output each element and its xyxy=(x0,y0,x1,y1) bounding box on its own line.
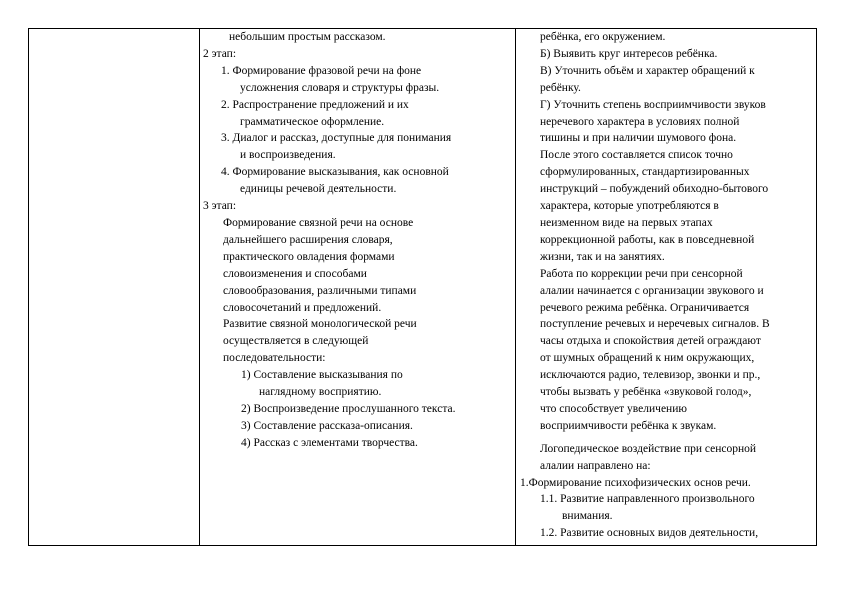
middle-text-line: Формирование связной речи на основе xyxy=(223,216,414,229)
right-text-line: характера, которые употребляются в xyxy=(540,200,719,213)
middle-text-line: 2. Распространение предложений и их xyxy=(221,98,409,111)
right-text-line: Б) Выявить круг интересов ребёнка. xyxy=(540,47,718,60)
middle-text-line: Развитие связной монологической речи xyxy=(223,318,417,331)
middle-text-line: 3 этап: xyxy=(203,200,237,213)
middle-text-line: последовательности: xyxy=(223,352,326,365)
right-text-line: что способствует увеличению xyxy=(540,402,687,415)
middle-text-line: 3. Диалог и рассказ, доступные для понимания xyxy=(221,132,452,145)
middle-text-line: единицы речевой деятельности. xyxy=(240,183,397,196)
right-text-line: жизни, так и на занятиях. xyxy=(540,250,665,263)
right-text-line: Г) Уточнить степень восприимчивости звуков xyxy=(540,98,766,111)
right-text-line: неречевого характера в условиях полной xyxy=(540,115,740,128)
right-text-line: тишины и при наличии шумового фона. xyxy=(540,132,737,145)
speech-correction-column xyxy=(518,29,816,545)
middle-text-line: 4. Формирование высказывания, как основной xyxy=(221,166,449,179)
right-text-line: Работа по коррекции речи при сенсорной xyxy=(540,267,743,280)
middle-text-line: осуществляется в следующей xyxy=(223,335,369,348)
middle-text-line: словоизменения и способами xyxy=(223,267,367,280)
right-text-line: часы отдыха и спокойствия детей ограждают xyxy=(540,335,761,348)
right-text-line: алалии направлено на: xyxy=(540,459,651,472)
middle-text-line: словообразования, различными типами xyxy=(223,284,417,297)
middle-text-line: усложнения словаря и структуры фразы. xyxy=(240,81,440,94)
middle-text-line: словосочетаний и предложений. xyxy=(223,301,382,314)
middle-text-line: 2) Воспроизведение прослушанного текста. xyxy=(241,402,456,415)
middle-text-line: 1. Формирование фразовой речи на фоне xyxy=(221,64,422,77)
column-divider-left xyxy=(199,29,200,545)
right-text-line: Логопедическое воздействие при сенсорной xyxy=(540,442,757,455)
right-text-line: коррекционной работы, как в повседневной xyxy=(540,233,755,246)
middle-text-line: 4) Рассказ с элементами творчества. xyxy=(241,436,418,449)
middle-text-line: небольшим простым рассказом. xyxy=(229,31,386,43)
right-text-line: чтобы вызвать у ребёнка «звуковой голод», xyxy=(540,386,752,399)
middle-text-line: грамматическое оформление. xyxy=(240,115,385,128)
right-text-line: ребёнку. xyxy=(540,81,581,94)
middle-text-line: 2 этап: xyxy=(203,47,237,60)
right-text-line: речевого режима ребёнка. Ограничивается xyxy=(540,301,750,314)
middle-text-line: практического овладения формами xyxy=(223,250,395,263)
middle-text-line: 3) Составление рассказа-описания. xyxy=(241,419,413,432)
middle-text-line: дальнейшего расширения словаря, xyxy=(223,233,393,246)
column-divider-right xyxy=(515,29,516,545)
right-text-line: исключаются радио, телевизор, звонки и пр., xyxy=(540,369,761,382)
document-table xyxy=(28,28,817,546)
right-text-line: от шумных обращений к ним окружающих, xyxy=(540,352,755,365)
right-text-line: неизменном виде на первых этапах xyxy=(540,216,713,229)
right-text-line: 1.Формирование психофизических основ речи. xyxy=(520,476,751,489)
right-text-line: В) Уточнить объём и характер обращений к xyxy=(540,64,755,77)
right-text-line: 1.2. Развитие основных видов деятельности, xyxy=(540,527,759,540)
right-text-line: 1.1. Развитие направленного произвольного xyxy=(540,493,755,506)
middle-text-line: 1) Составление высказывания по xyxy=(241,369,403,382)
right-text-line: После этого составляется список точно xyxy=(540,149,733,162)
right-text-line: алалии начинается с организации звукового и xyxy=(540,284,764,297)
right-text-line: восприимчивости ребёнка к звукам. xyxy=(540,419,717,432)
middle-text-line: и воспроизведения. xyxy=(240,149,336,162)
right-text-line: инструкций – побуждений обиходно-бытового xyxy=(540,183,769,196)
stages-column xyxy=(201,29,513,545)
right-text-line: поступление речевых и неречевых сигналов. В xyxy=(540,318,770,331)
right-text-line: ребёнка, его окружением. xyxy=(540,31,666,43)
right-text-line: сформулированных, стандартизированных xyxy=(540,166,750,179)
middle-text-line: наглядному восприятию. xyxy=(259,386,382,399)
right-text-line: внимания. xyxy=(562,510,613,523)
